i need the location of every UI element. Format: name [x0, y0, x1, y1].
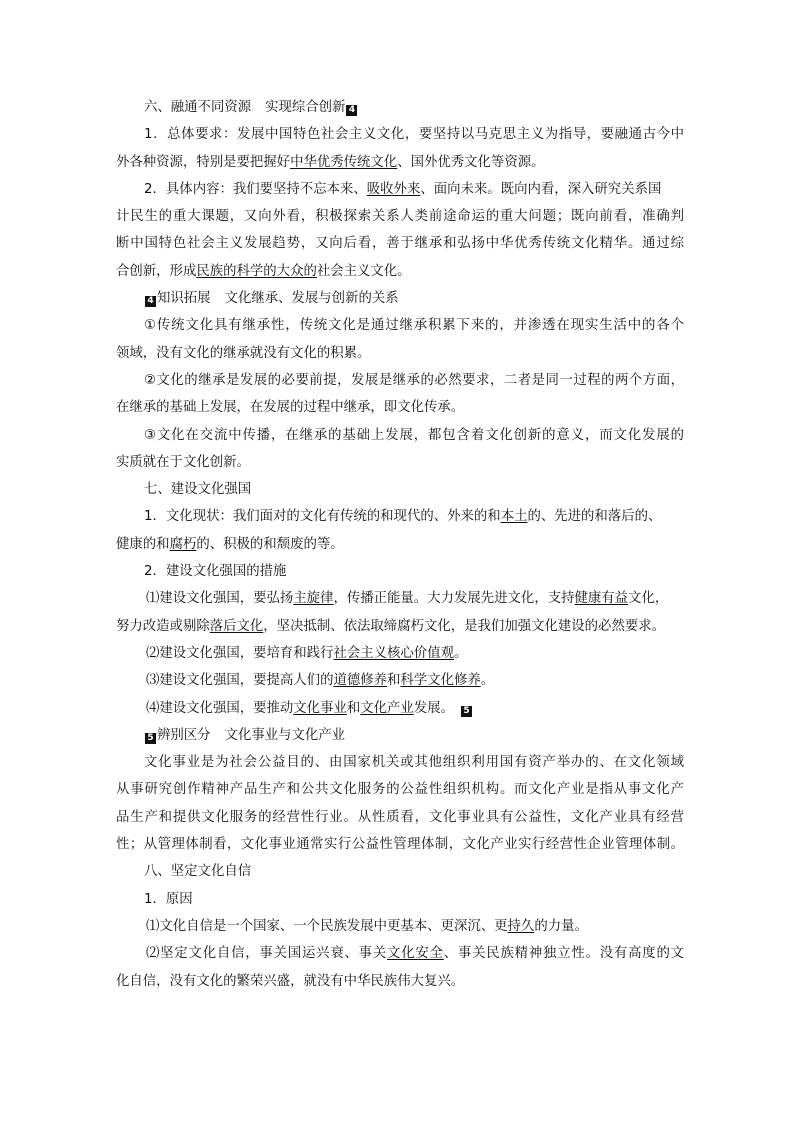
- diff-line1: 文化事业是为社会公益目的、由国家机关或其他组织利用国有资产举办的、在文化领域: [144, 755, 684, 771]
- s6-p1-line1: 1．总体要求：发展中国特色社会主义文化，要坚持以马克思主义为指导，要融通古今中: [144, 127, 684, 143]
- section-8-heading: 八、坚定文化自信: [144, 864, 252, 880]
- marker-4-icon: 4: [346, 105, 357, 116]
- ext-line6: 实质就在于文化创新。: [116, 454, 250, 470]
- s6-p2-line2: 计民生的重大课题，又向外看，积极探索关系人类前途命运的重大问题；既向前看，准确判: [116, 209, 684, 225]
- s8-p1: 1．原因: [144, 891, 193, 907]
- marker-5-icon: 5: [461, 706, 472, 717]
- s7-measure1-line1: ⑴建设文化强国，要弘扬主旋律，传播正能量。大力发展先进文化，支持健康有益文化，: [146, 591, 669, 607]
- s8-reason2-line1: ⑵坚定文化自信，事关国运兴衰、事关文化安全、事关民族精神独立性。没有高度的文: [146, 946, 685, 962]
- ext-line5: ③文化在交流中传播，在继承的基础上发展，都包含着文化创新的意义，而文化发展的: [144, 427, 684, 443]
- diff-line2: 从事研究创作精神产品生产和公共文化服务的公益性组织机构。而文化产业是指从事文化产: [116, 782, 684, 798]
- s7-measure4: ⑷建设文化强国，要推动文化事业和文化产业发展。 5: [116, 695, 684, 722]
- s6-p2-line4: 合创新，形成民族的科学的大众的社会主义文化。: [116, 263, 411, 279]
- section-7-heading: 七、建设文化强国: [144, 482, 252, 498]
- s7-p1-line2: 健康的和腐朽的、积极的和颓废的等。: [116, 536, 344, 552]
- s8-reason1: ⑴文化自信是一个国家、一个民族发展中更基本、更深沉、更持久的力量。: [146, 918, 588, 934]
- s7-measure2: ⑵建设文化强国，要培育和践行社会主义核心价值观。: [146, 645, 468, 661]
- s8-reason2-line2: 化自信，没有文化的繁荣兴盛，就没有中华民族伟大复兴。: [116, 973, 465, 989]
- diff-line3: 品生产和提供文化服务的经营性行业。从性质看，文化事业具有公益性，文化产业具有经营: [116, 809, 684, 825]
- marker-5-icon: 5: [145, 733, 156, 744]
- marker-4-icon: 4: [145, 296, 156, 307]
- s7-p2: 2．建设文化强国的措施: [144, 564, 287, 580]
- document-page: [116, 94, 684, 995]
- s6-p2-line3: 断中国特色社会主义发展趋势，又向后看，善于继承和弘扬中华优秀传统文化精华。通过综: [116, 236, 684, 252]
- ext-line2: 领域，没有文化的继承就没有文化的积累。: [116, 345, 371, 361]
- diff-line4: 性；从管理体制看，文化事业通常实行公益性管理体制，文化产业实行经营性企业管理体制。: [116, 837, 684, 853]
- s7-p1-line1: 1．文化现状：我们面对的文化有传统的和现代的、外来的和本土的、先进的和落后的、: [144, 509, 662, 525]
- diff-heading: 5 辨别区分 文化事业与文化产业: [116, 722, 684, 749]
- s6-p2-line1: 2．具体内容：我们要坚持不忘本来、吸收外来、面向未来。既向内看，深入研究关系国: [144, 181, 662, 197]
- ext-line1: ①传统文化具有继承性，传统文化是通过继承积累下来的，并渗透在现实生活中的各个: [144, 318, 684, 334]
- s7-measure1-line2: 努力改造或剔除落后文化，坚决抵制、依法取缔腐朽文化，是我们加强文化建设的必然要求。: [116, 618, 666, 634]
- section-6-heading: 六、融通不同资源 实现综合创新 4: [116, 94, 684, 121]
- s6-p1-line2: 外各种资源，特别是要把握好中华优秀传统文化、国外优秀文化等资源。: [116, 154, 545, 170]
- extension-heading: 4 知识拓展 文化继承、发展与创新的关系: [116, 285, 684, 312]
- ext-line4: 在继承的基础上发展，在发展的过程中继承，即文化传承。: [116, 400, 465, 416]
- s7-measure3: ⑶建设文化强国，要提高人们的道德修养和科学文化修养。: [146, 673, 495, 689]
- ext-line3: ②文化的继承是发展的必要前提，发展是继承的必然要求，二者是同一过程的两个方面，: [144, 372, 684, 388]
